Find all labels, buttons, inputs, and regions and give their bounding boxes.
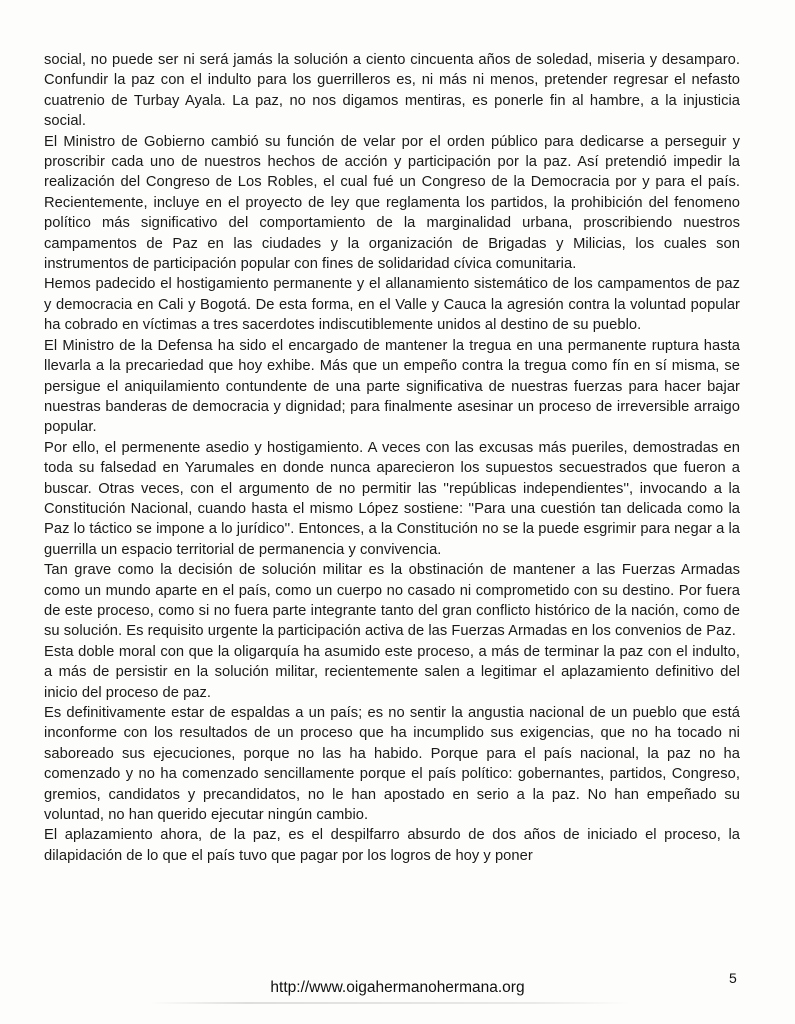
scan-artifact-divider	[150, 1002, 630, 1004]
paragraph: El Ministro de Gobierno cambió su función de velar por el orden público para dedicarse a perseguir y proscribir cada uno de nuestros hechos de acción y participación por la paz. Así pretendió impedir la realización del Congreso de Los Robles, el cual fué un Congreso de la Democracia por y para el país. Recientemente, incluye en el proyecto de ley que reglamenta los partidos, la prohibición del fenomeno político más significativo del comportamiento de la marginalidad urbana, proscribiendo nuestros campamentos de Paz en las ciudades y la organización de Brigadas y Milicias, los cuales son instrumentos de participación popular con fines de solidaridad cívica comunitaria.	[44, 133, 740, 273]
paragraph: Esta doble moral con que la oligarquía ha asumido este proceso, a más de terminar la paz con el indulto, a más de persistir en la solución militar, recientemente salen a legitimar el aplazamiento definitivo del inicio del proceso de paz.	[44, 643, 740, 701]
paragraph: Es definitivamente estar de espaldas a un país; es no sentir la angustia nacional de un pueblo que está inconforme con los resultados de un proceso que ha incumplido sus exigencias, que no ha tocado ni saboreado sus ejecuciones, porque no las ha habido. Porque para el país nacional, la paz no ha comenzado y no ha comenzado sencillamente porque el país político: gobernantes, partidos, Congreso, gremios, candidatos y precandidatos, no le han apostado en serio a la paz. No han empeñado su voluntad, no han querido ejecutar ningún cambio.	[44, 705, 740, 824]
page-number: 5	[729, 970, 737, 986]
footer-url[interactable]: http://www.oigahermanohermana.org	[270, 979, 525, 996]
paragraph: Por ello, el permenente asedio y hostigamiento. A veces con las excusas más pueriles, demostradas en toda su falsedad en Yarumales en donde nunca aparecieron los supuestos secuestrados que fueron a buscar. Otras veces, con el argumento de no permitir las ''repúblicas independientes'', invocando a la Constitución Nacional, cuando hasta el mismo López sostiene: ''Para una cuestión tan delicada como la Paz lo táctico se impone a lo jurídico''. Entonces, a la Constitución no se la puede esgrimir para negar a la guerrilla un espacio territorial de permanencia y convivencia.	[44, 439, 740, 558]
body-text	[44, 50, 740, 866]
paragraph: El aplazamiento ahora, de la paz, es el despilfarro absurdo de dos años de iniciado el proceso, la dilapidación de lo que el país tuvo que pagar por los logros de hoy y poner	[44, 827, 740, 864]
paragraph: Tan grave como la decisión de solución militar es la obstinación de mantener a las Fuerzas Armadas como un mundo aparte en el país, como un cuerpo no casado ni comprometido con su destino. Por fuera de este proceso, como si no fuera parte integrante tanto del gran conflicto histórico de la nación, como de su solución. Es requisito urgente la participación activa de las Fuerzas Armadas en los convenios de Paz.	[44, 562, 740, 640]
paragraph: El Ministro de la Defensa ha sido el encargado de mantener la tregua en una permanente ruptura hasta llevarla a la precariedad que hoy exhibe. Más que un empeño contra la tregua como fín en sí misma, se persigue el aniquilamiento contundente de una parte significativa de nuestras fuerzas para hacer bajar nuestras banderas de democracia y dignidad; para finalmente asesinar un proceso de irreversible arraigo popular.	[44, 337, 740, 436]
paragraph: Hemos padecido el hostigamiento permanente y el allanamiento sistemático de los campamentos de paz y democracia en Cali y Bogotá. De esta forma, en el Valle y Cauca la agresión contra la voluntad popular ha cobrado en víctimas a tres sacerdotes indiscutiblemente unidos al destino de su pueblo.	[44, 276, 740, 334]
paragraph: social, no puede ser ni será jamás la solución a ciento cincuenta años de soledad, miseria y desamparo. Confundir la paz con el indulto para los guerrilleros es, ni más ni menos, pretender regresar el nefasto cuatrenio de Turbay Ayala. La paz, no nos digamos mentiras, es ponerle fin al hambre, a la injusticia social.	[44, 52, 740, 130]
